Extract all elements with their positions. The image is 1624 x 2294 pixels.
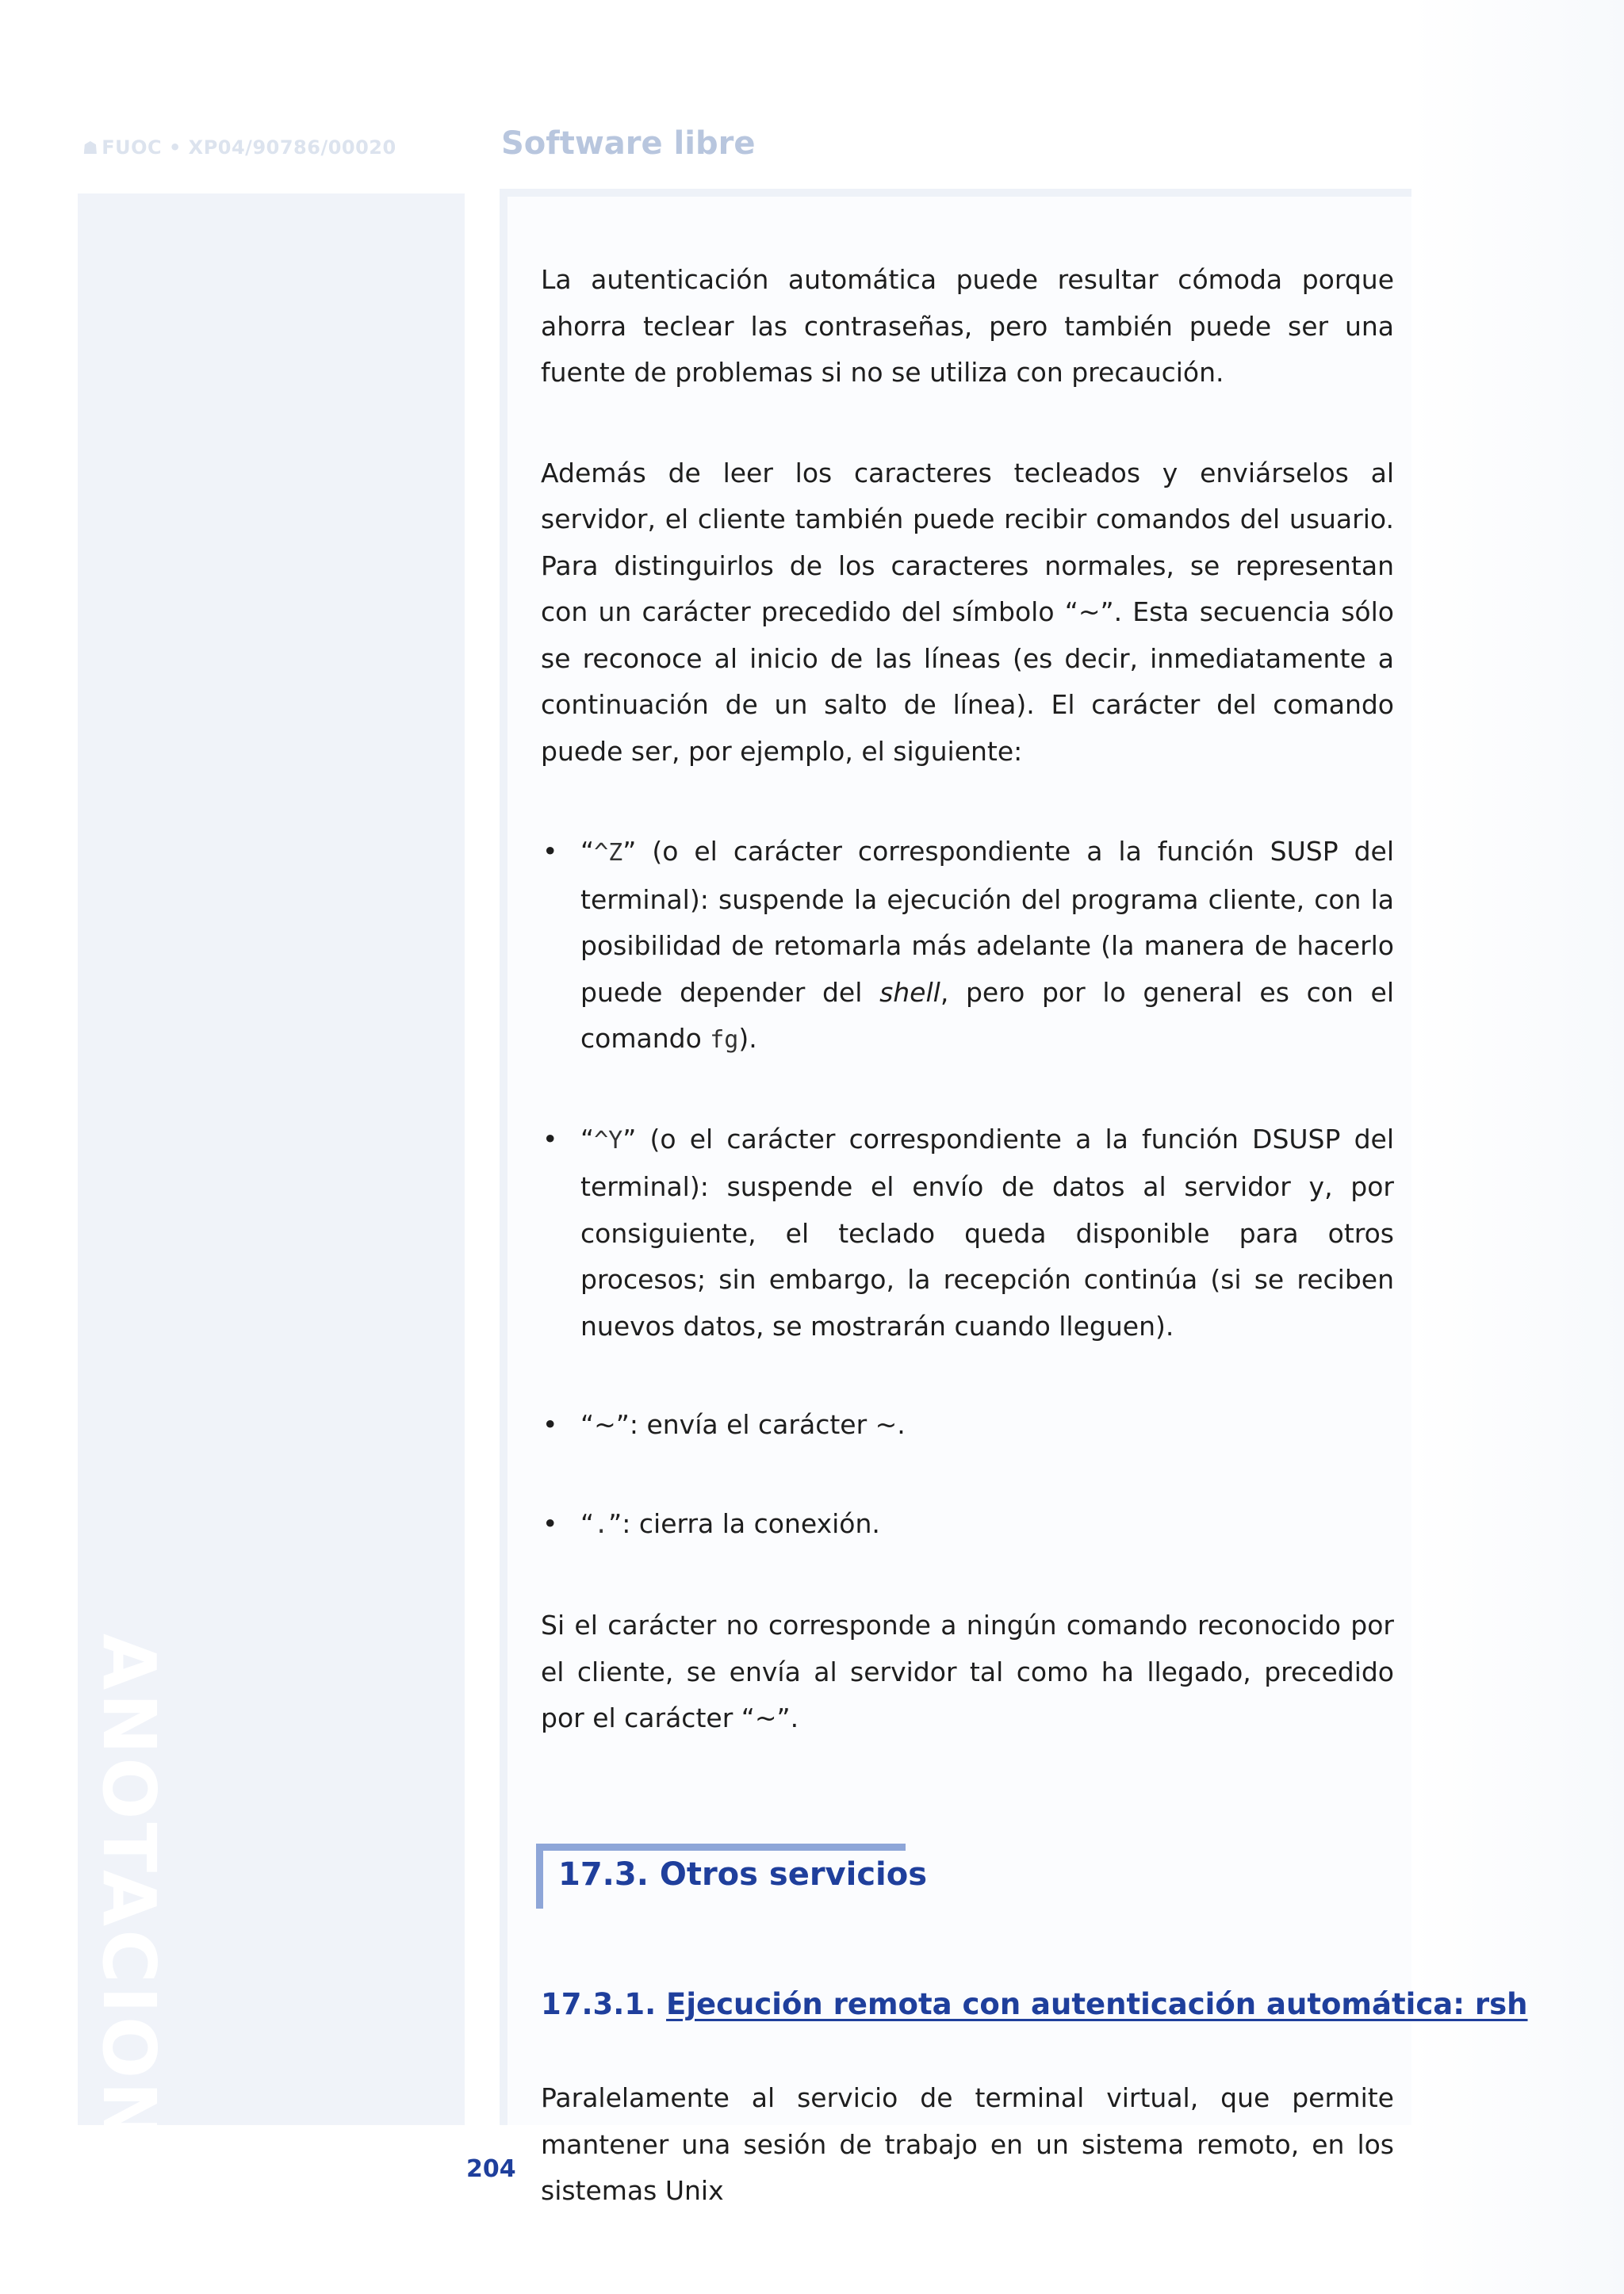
bullet-icon: • [542, 1507, 558, 1539]
annotations-label: ANOTACIONES [86, 1633, 171, 2255]
section-heading-bar [536, 1844, 543, 1909]
page-margin [1411, 0, 1624, 2294]
subsection-number: 17.3.1. [541, 1986, 657, 2021]
list-item: • “^Y” (o el carácter correspondiente a la función DSUSP del terminal): suspende el envío de datos al servidor y, por consiguiente, el teclado queda disponible para otros procesos; sin embargo, la recepción continúa (si se reciben nuevos datos, se mostrarán cuando lleguen). [541, 1116, 1394, 1350]
page-number: 204 [466, 2155, 516, 2183]
bullet-icon: • [542, 836, 558, 867]
paragraph-3: Si el carácter no corresponde a ningún comando reconocido por el cliente, se envía al servidor tal como ha llegado, precedido por el carácter “~”. [541, 1610, 1394, 1733]
fuoc-logo-icon: ☗ [82, 139, 99, 159]
publisher-code: FUOC • XP04/90786/00020 [102, 136, 396, 159]
bullet-icon: • [542, 1409, 558, 1440]
section-heading [541, 1844, 1394, 1909]
code-snippet: . [594, 1511, 609, 1539]
list-item: • “.”: cierra la conexión. [541, 1501, 1394, 1549]
section-heading-rule [536, 1844, 906, 1851]
code-snippet: ^Z [594, 839, 623, 867]
main-text [541, 257, 1528, 2215]
list-item: • “~”: envía el carácter ~. [541, 1402, 1394, 1449]
subsection-heading [541, 1982, 1528, 2028]
paragraph-4: Paralelamente al servicio de terminal virtual, que permite mantener una sesión de trabajo en un sistema remoto, en los sistemas Unix [541, 2082, 1394, 2206]
code-snippet: fg [710, 1026, 739, 1054]
book-title: Software libre [501, 125, 756, 162]
paragraph-1: La autenticación automática puede resultar cómoda porque ahorra teclear las contraseñas, pero también puede ser una fuente de problemas si no se utiliza con precaución. [541, 264, 1394, 388]
subsection-title: Ejecución remota con autenticación automática: rsh [666, 1986, 1528, 2021]
bullet-icon: • [542, 1123, 558, 1155]
italic-term: shell [879, 976, 940, 1008]
list-item: • “^Z” (o el carácter correspondiente a la función SUSP del terminal): suspende la ejecución del programa cliente, con la posibilidad de retomarla más adelante (la manera de hacerlo puede depender del shell, pero por lo general es con el comando fg). [541, 829, 1394, 1064]
code-snippet: ^Y [594, 1126, 623, 1155]
section-title: 17.3. Otros servicios [558, 1855, 928, 1893]
paragraph-2: Además de leer los caracteres tecleados y enviárselos al servidor, el cliente también puede recibir comandos del usuario. Para distinguirlos de los caracteres normales, se representan con un carácter precedido del símbolo “~”. Esta secuencia sólo se reconoce al inicio de las líneas (es decir, inmediatamente a continuación de un salto de línea). El carácter del comando puede ser, por ejemplo, el siguiente: [541, 457, 1394, 767]
command-list [541, 829, 1394, 1549]
publisher-header [82, 136, 396, 159]
